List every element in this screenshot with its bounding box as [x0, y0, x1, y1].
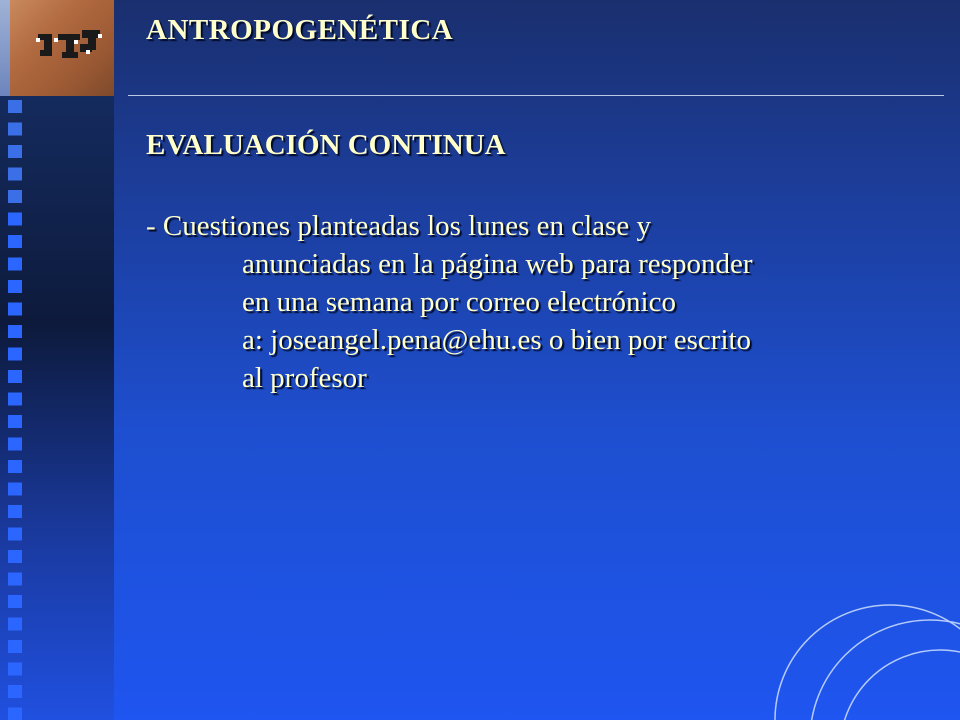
strip-square	[8, 303, 22, 316]
strip-square	[8, 618, 22, 631]
strip-square	[8, 235, 22, 248]
strip-square	[8, 505, 22, 518]
strip-square	[8, 483, 22, 496]
title-divider	[128, 95, 944, 96]
strip-square	[8, 123, 22, 136]
section-heading: EVALUACIÓN CONTINUA	[146, 129, 506, 161]
strip-square	[8, 460, 22, 473]
strip-square	[8, 595, 22, 608]
left-panel	[0, 0, 114, 720]
strip-square	[8, 528, 22, 541]
strip-square	[8, 708, 22, 720]
strip-square	[8, 100, 22, 113]
university-logo-icon	[10, 0, 114, 96]
strip-square	[8, 168, 22, 181]
strip-square	[8, 190, 22, 203]
strip-square	[8, 550, 22, 563]
strip-square	[8, 348, 22, 361]
strip-square	[8, 258, 22, 271]
strip-square	[8, 393, 22, 406]
body-line-1: - Cuestiones planteadas los lunes en clase y	[146, 210, 651, 242]
strip-square	[8, 438, 22, 451]
strip-square	[8, 325, 22, 338]
body-line-5: al profesor	[242, 362, 367, 394]
strip-square	[8, 280, 22, 293]
strip-square	[8, 640, 22, 653]
strip-square	[8, 685, 22, 698]
strip-square	[8, 663, 22, 676]
body-line-2: anunciadas en la página web para responder	[242, 248, 753, 280]
logo-edge	[0, 0, 10, 96]
square-strip-decoration	[8, 100, 22, 720]
circle-arcs-decoration	[760, 590, 960, 720]
strip-square	[8, 573, 22, 586]
slide-title: ANTROPOGENÉTICA	[146, 14, 454, 46]
strip-square	[8, 213, 22, 226]
body-text	[146, 207, 753, 397]
body-line-3: en una semana por correo electrónico	[242, 286, 676, 318]
body-line-4: a: joseangel.pena@ehu.es o bien por escrito	[242, 324, 752, 356]
strip-square	[8, 370, 22, 383]
strip-square	[8, 145, 22, 158]
strip-square	[8, 415, 22, 428]
